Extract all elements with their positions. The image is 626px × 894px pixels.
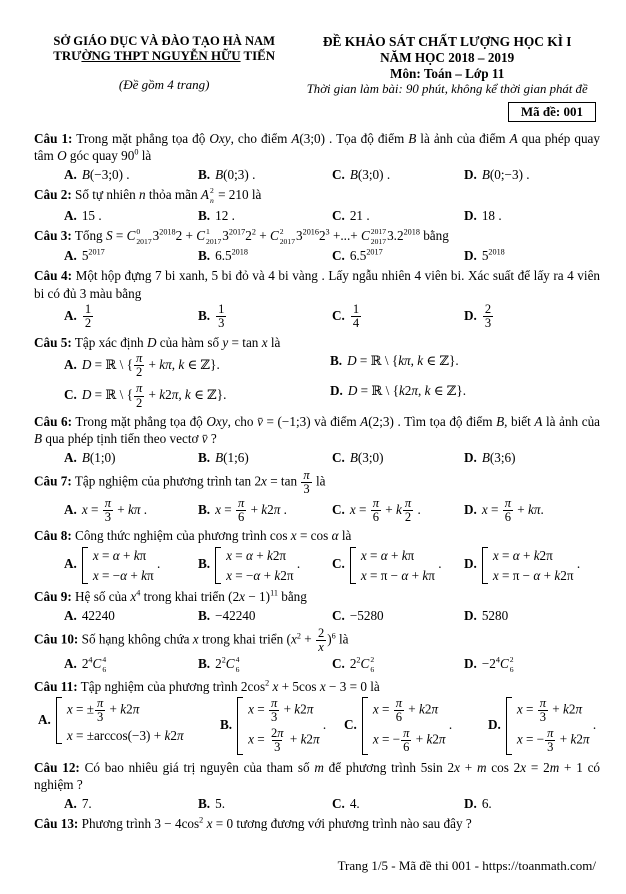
cases-line: x = ±arccos(−3) + k2π — [66, 728, 184, 744]
option-key: B. — [198, 449, 211, 465]
option-value: x = α + k2π x = −α + k2π . — [215, 556, 300, 571]
option-value: 12 . — [215, 207, 235, 223]
option-C — [332, 795, 460, 812]
option-A — [64, 795, 194, 812]
school-name-post: TIẾN — [240, 49, 276, 63]
option-A — [64, 303, 194, 330]
left-bracket-icon — [362, 697, 368, 755]
school-name — [34, 49, 294, 64]
option-key: B. — [198, 656, 211, 672]
options-row — [64, 497, 600, 524]
cases-line: x = ± $\frac{\pi}{3}$ + k2π — [66, 695, 140, 725]
option-key: B. — [198, 248, 211, 264]
question-label: Câu 1: — [34, 131, 73, 146]
option-value: $\frac{1}{2}$ — [84, 302, 92, 331]
question-text: Câu 4: Một hộp đựng 7 bi xanh, 5 bi đỏ và 4 bi vàng . Lấy ngẫu nhiên 4 viên bi. Xác suất để lấy ra 4 viên bi có đủ 3 màu bằng — [34, 268, 601, 301]
option-B — [198, 607, 328, 624]
cases-line: x = − $\frac{\pi}{3}$ + k2π — [516, 726, 590, 755]
option-key: A. — [64, 607, 77, 623]
question-1 — [34, 130, 600, 183]
exam-code-box: Mã đề: 001 — [508, 102, 596, 122]
option-value: x = $\frac{\pi}{6}$ + k2π x = − $\frac{\pi}{6}$ + k2π . — [362, 717, 452, 732]
question-8 — [34, 527, 600, 585]
option-key: A. — [64, 656, 77, 672]
question-label: Câu 3: — [34, 227, 72, 243]
option-key: C. — [332, 656, 345, 672]
cases-line: x = α + kπ — [360, 547, 415, 563]
cases-group — [482, 547, 574, 584]
option-A — [64, 352, 326, 379]
left-bracket-icon — [56, 697, 62, 745]
option-value: $-2^4C$ 2 6 — [481, 655, 514, 674]
option-C — [332, 247, 460, 264]
option-key: A. — [64, 207, 77, 223]
question-4 — [34, 267, 600, 330]
question-2 — [34, 186, 600, 224]
option-key: B. — [198, 166, 211, 182]
question-text: Câu 13: Phương trình $3 - 4\cos^2$ x = 0 tương đương với phương trình nào sau đây ? — [34, 815, 472, 831]
option-value: 21 . — [349, 207, 370, 223]
school-name-pre: TRƯ — [53, 49, 82, 63]
cases-lines — [93, 547, 154, 584]
cases-line: x = − $\frac{\pi}{6}$ + k2π — [372, 726, 446, 755]
option-key: A. — [64, 795, 77, 811]
option-key: C. — [332, 501, 345, 517]
question-text: Câu 12: Có bao nhiêu giá trị nguyên của tham số m để phương trình 5sin 2x + m cos 2x = 2m + 1 có nghiệm ? — [34, 759, 601, 793]
question-label: Câu 10: — [34, 631, 79, 647]
question-text: Câu 7: Tập nghiệm của phương trình tan 2x = tan $\frac{\pi}{3}$ là — [34, 467, 326, 496]
option-A — [64, 207, 194, 224]
option-value — [56, 695, 184, 744]
option-A — [64, 247, 194, 264]
option-key: C. — [344, 716, 357, 732]
option-C — [332, 207, 460, 224]
question-text: Câu 8: Công thức nghiệm của phương trình cos x = cos α là — [34, 528, 352, 544]
option-key: D. — [330, 383, 343, 399]
option-value: D = ℝ \ { $\frac{\pi}{2}$ + kπ, k ∈ ℤ}. — [81, 350, 220, 380]
option-key: B. — [220, 716, 233, 732]
option-C — [64, 382, 326, 409]
cases-group — [56, 697, 184, 745]
option-value: 4. — [349, 795, 360, 811]
option-key: B. — [198, 556, 211, 572]
question-6 — [34, 413, 600, 466]
cases-line: x = α + kπ — [92, 547, 147, 563]
option-D — [464, 795, 600, 812]
option-value: B(3;0) — [349, 449, 384, 465]
option-key: B. — [198, 607, 211, 623]
option-key: D. — [464, 501, 477, 517]
cases-line: x = π − α + k2π — [492, 567, 574, 583]
option-value: D = ℝ \ { $\frac{\pi}{2}$ + k2π, k ∈ ℤ}. — [81, 381, 227, 410]
option-value: $2^2C$ 4 6 — [215, 655, 240, 674]
option-value: x = $\frac{\pi}{6}$ + k $\frac{\pi}{2}$ . — [349, 496, 421, 525]
option-value: 18 . — [481, 207, 502, 223]
option-key: A. — [64, 307, 77, 323]
question-label: Câu 11: — [34, 678, 78, 694]
option-value: −5280 — [349, 607, 384, 623]
option-value: B(3;6) — [481, 449, 516, 465]
option-D — [464, 303, 600, 330]
option-B — [198, 795, 328, 812]
option-value: x = α + k2π x = π − α + k2π . — [482, 556, 580, 571]
option-D — [464, 607, 600, 624]
option-value: 15 . — [81, 207, 102, 223]
question-text: Câu 1: Trong mặt phẳng tọa độ Oxy, cho điểm A(3;0) . Tọa độ điểm B là ảnh của điểm A qua phép quay tâm O góc quay $90^0$ là — [34, 131, 600, 164]
department-name: SỞ GIÁO DỤC VÀ ĐÀO TẠO HÀ NAM — [53, 34, 276, 48]
page-footer: Trang 1/5 - Mã đề thi 001 - https://toanmath.com/ — [337, 858, 596, 873]
exam-code-wrap — [294, 102, 600, 122]
option-value: 6. — [481, 795, 492, 811]
cases-lines — [493, 547, 574, 584]
option-D — [464, 497, 600, 524]
option-value: $6.5^{2017}$ — [349, 247, 383, 264]
option-A — [64, 546, 194, 585]
question-text: Câu 11: Tập nghiệm của phương trình $2\cos^2$ x + 5cos x − 3 = 0 là — [34, 678, 380, 694]
option-A — [64, 655, 194, 675]
options-row — [64, 303, 600, 330]
option-value: B(0;−3) . — [481, 166, 530, 182]
question-text: Câu 10: Số hạng không chứa x trong khai triển ($x^2$ + $\frac{2}{x}$ )$^6$ là — [34, 625, 349, 654]
cases-group — [215, 547, 293, 584]
school-name-underlined: ỜNG THPT NGUYỄN HỮU — [81, 49, 241, 63]
cases-line: x = $\frac{\pi}{6}$ + k2π — [372, 695, 439, 725]
options-row — [64, 449, 600, 466]
option-value: $\frac{2}{3}$ — [484, 302, 492, 331]
option-key: C. — [332, 166, 345, 182]
option-D — [488, 696, 600, 756]
option-D — [464, 247, 600, 264]
question-text: Câu 6: Trong mặt phẳng tọa độ Oxy, cho v̄ = (−1;3) và điểm A(2;3) . Tìm tọa độ điểm B, biết A là ảnh của B qua phép tịnh tiến theo vectơ v̄ ? — [34, 413, 601, 447]
option-C — [332, 497, 460, 524]
option-B — [198, 497, 328, 524]
page-count-note: (Đề gồm 4 trang) — [118, 77, 210, 92]
options-row — [64, 546, 600, 585]
left-bracket-icon — [506, 697, 512, 755]
option-A — [64, 166, 194, 183]
question-text: Câu 2: Số tự nhiên n thỏa mãn A 2 n = 210 là — [34, 186, 262, 205]
option-key: B. — [330, 352, 343, 368]
cases-line: x = $\frac{2\pi}{3}$ + k2π — [248, 726, 320, 755]
option-key: C. — [332, 607, 345, 623]
option-key: D. — [464, 449, 477, 465]
subject-grade: Môn: Toán – Lớp 11 — [390, 66, 505, 81]
option-key: A. — [38, 711, 51, 727]
options-row — [64, 655, 600, 675]
question-label: Câu 4: — [34, 268, 73, 284]
question-label: Câu 5: — [34, 334, 72, 350]
cases-lines — [517, 697, 590, 755]
option-value: x = α + kπ x = −α + kπ . — [82, 556, 160, 571]
option-value: D = ℝ \ {k2π, k ∈ ℤ}. — [347, 383, 467, 399]
option-value: B(3;0) . — [349, 166, 391, 182]
option-key: A. — [64, 356, 77, 372]
option-value: B(−3;0) . — [81, 166, 130, 182]
school-year: NĂM HỌC 2018 – 2019 — [380, 50, 515, 65]
option-value: x = $\frac{\pi}{3}$ + k2π x = − $\frac{\pi}{3}$ + k2π . — [506, 717, 596, 732]
option-value: $5^{2018}$ — [481, 247, 505, 264]
question-label: Câu 13: — [34, 815, 79, 831]
option-value: x = $\frac{\pi}{3}$ + kπ . — [81, 496, 148, 525]
cases-group — [362, 697, 446, 755]
question-12 — [34, 759, 600, 812]
options-row — [64, 607, 600, 624]
option-key: C. — [332, 248, 345, 264]
option-A — [64, 449, 194, 466]
option-value: −42240 — [215, 607, 256, 623]
option-key: A. — [64, 166, 77, 182]
question-label: Câu 8: — [34, 528, 72, 544]
option-value: D = ℝ \ {kπ, k ∈ ℤ}. — [347, 352, 459, 368]
option-B — [198, 247, 328, 264]
option-key: D. — [488, 716, 501, 732]
option-value: $6.5^{2018}$ — [215, 247, 248, 264]
option-A — [64, 497, 194, 524]
cases-lines — [373, 697, 446, 755]
option-key: D. — [464, 207, 477, 223]
cases-line: x = −α + k2π — [226, 567, 294, 583]
option-B — [198, 449, 328, 466]
cases-group — [237, 697, 320, 755]
option-value: B(1;0) — [81, 449, 116, 465]
cases-line: x = $\frac{\pi}{3}$ + k2π — [248, 695, 314, 725]
question-label: Câu 2: — [34, 187, 72, 202]
document-header — [34, 34, 600, 122]
option-value: x = $\frac{\pi}{3}$ + k2π x = $\frac{2\pi}{3}$ + k2π . — [237, 717, 326, 732]
option-key: C. — [332, 207, 345, 223]
option-value: 5280 — [481, 607, 509, 623]
option-B — [198, 655, 328, 675]
option-value: 5. — [215, 795, 225, 811]
option-C — [344, 696, 484, 756]
option-B — [198, 546, 328, 585]
option-value: $2^2C$ 2 6 — [349, 655, 375, 674]
questions-list — [34, 130, 600, 832]
options-row — [64, 207, 600, 224]
option-value: $\frac{1}{4}$ — [352, 302, 360, 331]
option-value: $\frac{1}{3}$ — [218, 302, 225, 331]
question-label: Câu 6: — [34, 413, 73, 429]
option-C — [332, 166, 460, 183]
options-row — [64, 352, 600, 410]
option-value: x = $\frac{\pi}{6}$ + kπ. — [481, 496, 544, 525]
duration-note: Thời gian làm bài: 90 phút, không kể thời gian phát đề — [306, 82, 588, 96]
option-value: $2^4C$ 4 6 — [81, 655, 107, 674]
option-key: C. — [332, 307, 345, 323]
cases-line: x = π − α + kπ — [360, 567, 435, 583]
option-key: B. — [198, 501, 211, 517]
option-key: A. — [64, 556, 77, 572]
cases-lines — [67, 697, 184, 745]
question-text: Câu 9: Hệ số của $x^4$ trong khai triển $(2x - 1)^{11}$ bằng — [34, 588, 307, 605]
question-5 — [34, 334, 600, 410]
exam-title: ĐỀ KHẢO SÁT CHẤT LƯỢNG HỌC KÌ I — [322, 34, 572, 49]
cases-line: x = −α + kπ — [92, 567, 154, 583]
question-label: Câu 9: — [34, 589, 72, 605]
option-D — [330, 382, 600, 409]
option-C — [332, 449, 460, 466]
option-B — [198, 303, 328, 330]
option-C — [332, 303, 460, 330]
cases-line: x = α + k2π — [492, 547, 553, 563]
left-bracket-icon — [82, 547, 88, 584]
left-bracket-icon — [215, 547, 221, 584]
options-row — [64, 166, 600, 183]
cases-group — [82, 547, 154, 584]
option-key: C. — [332, 556, 345, 572]
cases-lines — [361, 547, 435, 584]
option-B — [220, 696, 340, 756]
option-key: A. — [64, 248, 77, 264]
cases-group — [506, 697, 590, 755]
option-A — [38, 696, 216, 756]
option-value: $5^{2017}$ — [81, 247, 105, 264]
left-bracket-icon — [237, 697, 243, 755]
left-bracket-icon — [482, 547, 488, 584]
question-label: Câu 7: — [34, 473, 72, 489]
question-13 — [34, 815, 600, 832]
question-10 — [34, 627, 600, 675]
option-value: 42240 — [81, 607, 115, 623]
option-key: A. — [64, 501, 77, 517]
option-B — [198, 207, 328, 224]
question-11 — [34, 678, 600, 756]
option-value: x = $\frac{\pi}{6}$ + k2π . — [215, 496, 287, 525]
option-key: A. — [64, 449, 77, 465]
question-label: Câu 12: — [34, 759, 80, 775]
option-value: B(0;3) . — [215, 166, 256, 182]
option-key: D. — [464, 795, 477, 811]
option-B — [198, 166, 328, 183]
left-bracket-icon — [350, 547, 356, 584]
option-A — [64, 607, 194, 624]
question-text: Câu 3: Tổng S = C 0 2017 $3^{2018}2 + C$ 1 2017 $3^{2017}2^2 + C$ 2 2017 $3^{2016}2^3$ +...+ C 2017 2017 $3.2^{2018}$ bằng — [34, 227, 449, 246]
cases-line: x = $\frac{\pi}{3}$ + k2π — [516, 695, 583, 725]
options-row — [64, 795, 600, 812]
option-value: x = α + kπ x = π − α + kπ . — [350, 556, 442, 571]
option-C — [332, 546, 460, 585]
question-3 — [34, 227, 600, 265]
options-row — [38, 696, 600, 756]
option-key: D. — [464, 166, 477, 182]
question-9 — [34, 588, 600, 624]
option-key: C. — [64, 387, 77, 403]
option-D — [464, 207, 600, 224]
cases-lines — [248, 697, 320, 755]
option-value: B(1;6) — [215, 449, 249, 465]
header-left-block — [34, 34, 294, 122]
option-key: D. — [464, 556, 477, 572]
option-D — [464, 655, 600, 675]
cases-group — [350, 547, 435, 584]
header-right-block — [294, 34, 600, 122]
option-B — [330, 352, 600, 379]
question-text: Câu 5: Tập xác định D của hàm số y = tan x là — [34, 334, 281, 350]
option-key: D. — [464, 656, 477, 672]
cases-line: x = α + k2π — [226, 547, 287, 563]
option-key: D. — [464, 607, 477, 623]
option-key: C. — [332, 795, 345, 811]
question-7 — [34, 469, 600, 525]
option-D — [464, 166, 600, 183]
option-C — [332, 607, 460, 624]
option-key: B. — [198, 207, 211, 223]
option-key: B. — [198, 307, 211, 323]
option-C — [332, 655, 460, 675]
option-key: B. — [198, 795, 211, 811]
option-key: C. — [332, 449, 345, 465]
option-value: 7. — [81, 795, 92, 811]
options-row — [64, 247, 600, 264]
option-key: D. — [464, 248, 477, 264]
option-D — [464, 546, 600, 585]
option-D — [464, 449, 600, 466]
cases-lines — [226, 547, 293, 584]
option-key: D. — [464, 307, 477, 323]
